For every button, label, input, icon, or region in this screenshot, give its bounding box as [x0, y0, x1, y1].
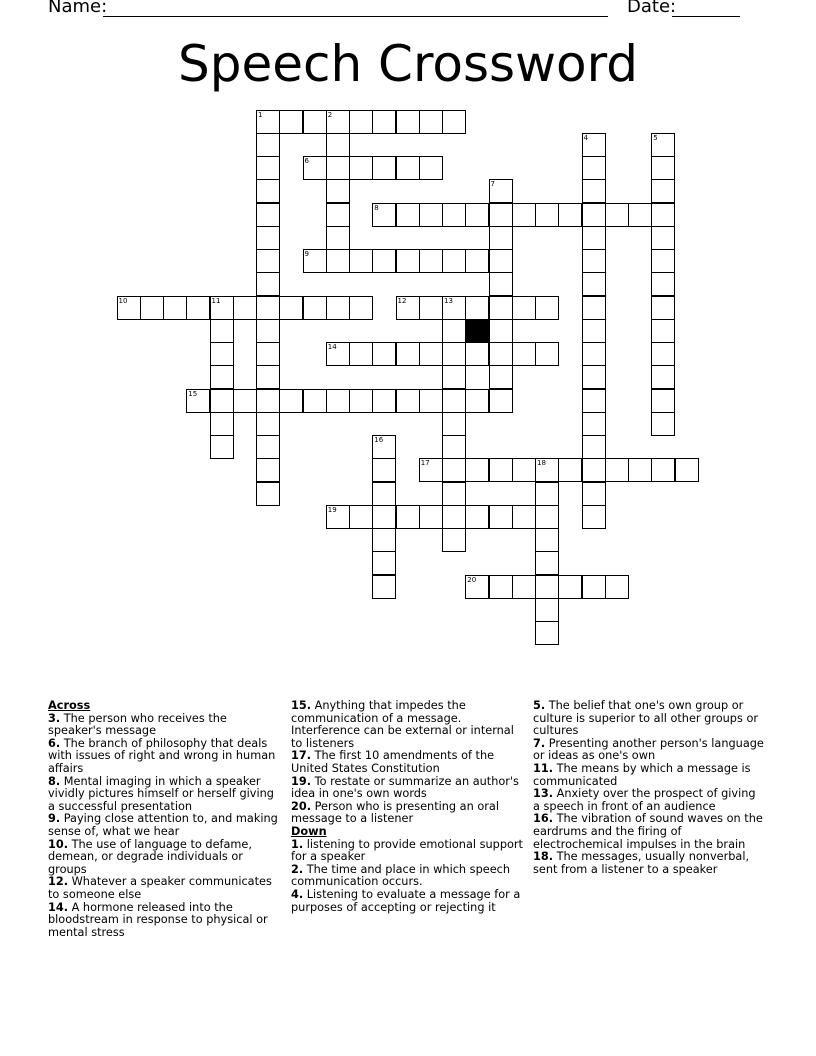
grid-cell[interactable]: [489, 342, 513, 366]
grid-cell[interactable]: [582, 505, 606, 529]
grid-cell[interactable]: [582, 435, 606, 459]
grid-cell[interactable]: [396, 389, 420, 413]
grid-cell[interactable]: [535, 296, 559, 320]
grid-cell[interactable]: [558, 203, 582, 227]
grid-cell[interactable]: [279, 389, 303, 413]
grid-cell[interactable]: [303, 156, 327, 180]
grid-cell[interactable]: [442, 110, 466, 134]
grid-cell[interactable]: [605, 575, 629, 599]
grid-cell[interactable]: [651, 365, 675, 389]
grid-cell[interactable]: [326, 249, 350, 273]
grid-cell[interactable]: [582, 412, 606, 436]
grid-cell[interactable]: [256, 319, 280, 343]
grid-cell[interactable]: [117, 296, 141, 320]
grid-cell[interactable]: [512, 505, 536, 529]
clues-column-3: [533, 700, 765, 876]
grid-cell[interactable]: [582, 133, 606, 157]
grid-cell[interactable]: [349, 296, 373, 320]
grid-cell[interactable]: [372, 575, 396, 599]
grid-cell[interactable]: [465, 342, 489, 366]
clue-across-19: 19. To restate or summarize an author's idea in one's own words: [291, 774, 519, 801]
grid-cell[interactable]: [651, 156, 675, 180]
grid-cell[interactable]: [442, 505, 466, 529]
grid-cell[interactable]: [465, 389, 489, 413]
grid-cell[interactable]: [140, 296, 164, 320]
grid-cell[interactable]: [396, 203, 420, 227]
grid-cell[interactable]: [442, 528, 466, 552]
name-label: Name:: [48, 0, 108, 17]
grid-cell[interactable]: [210, 389, 234, 413]
grid-cell[interactable]: [535, 598, 559, 622]
grid-cell[interactable]: [535, 575, 559, 599]
grid-cell[interactable]: [256, 342, 280, 366]
clue-number: 16: [374, 436, 384, 444]
grid-cell[interactable]: [512, 458, 536, 482]
grid-cell[interactable]: [419, 156, 443, 180]
grid-cell[interactable]: [396, 156, 420, 180]
grid-cell[interactable]: [372, 528, 396, 552]
grid-cell[interactable]: [419, 110, 443, 134]
clue-down-13: 13. Anxiety over the prospect of giving a speech in front of an audience: [533, 787, 756, 813]
grid-cell[interactable]: [210, 296, 234, 320]
grid-cell[interactable]: [489, 389, 513, 413]
grid-cell[interactable]: [558, 575, 582, 599]
grid-cell[interactable]: [489, 179, 513, 203]
grid-cell[interactable]: [256, 389, 280, 413]
grid-cell[interactable]: [349, 505, 373, 529]
grid-cell[interactable]: [442, 389, 466, 413]
grid-cell[interactable]: [535, 203, 559, 227]
grid-cell[interactable]: [326, 179, 350, 203]
clues-column-1: [48, 700, 280, 939]
grid-cell[interactable]: [233, 296, 257, 320]
clue-number: 18: [537, 459, 546, 468]
clue-number: 6: [304, 157, 309, 165]
grid-cell[interactable]: [582, 179, 606, 203]
grid-cell[interactable]: [605, 458, 629, 482]
grid-cell[interactable]: [489, 249, 513, 273]
grid-cell[interactable]: [535, 342, 559, 366]
clue-down-7: 7. Presenting another person's language or ideas as one's own: [533, 736, 764, 763]
grid-cell[interactable]: [442, 249, 466, 273]
grid-cell[interactable]: [651, 203, 675, 227]
clue-down-11: 11. The means by which a message is communicated: [533, 761, 751, 788]
clue-number: 17: [420, 459, 430, 468]
grid-cell[interactable]: [256, 482, 280, 506]
clue-number: 11: [211, 296, 221, 305]
grid-cell[interactable]: [651, 342, 675, 366]
clue-across-20: 20. Person who is presenting an oral message to a listener: [291, 799, 499, 826]
clues-column-2: [291, 700, 523, 914]
grid-cell[interactable]: [582, 296, 606, 320]
grid-cell[interactable]: [256, 179, 280, 203]
clue-across-10: 10. The use of language to defame, demean, or degrade individuals or groups: [48, 837, 252, 876]
grid-cell[interactable]: [372, 110, 396, 134]
grid-cell[interactable]: [303, 249, 327, 273]
grid-cell[interactable]: [582, 249, 606, 273]
grid-cell[interactable]: [256, 226, 280, 250]
grid-cell[interactable]: [512, 342, 536, 366]
clue-across-15: 15. Anything that impedes the communication of a message. Interference can be external or internal to listeners: [291, 699, 514, 750]
grid-cell[interactable]: [535, 482, 559, 506]
clue-across-9: 9. Paying close attention to, and making sense of, what we hear: [48, 812, 278, 838]
grid-cell[interactable]: [465, 458, 489, 482]
grid-cell[interactable]: [651, 319, 675, 343]
grid-cell[interactable]: [349, 389, 373, 413]
grid-cell[interactable]: [512, 203, 536, 227]
grid-cell[interactable]: [651, 458, 675, 482]
name-blank-line[interactable]: [103, 0, 608, 17]
grid-cell[interactable]: [419, 389, 443, 413]
grid-cell[interactable]: [396, 296, 420, 320]
clue-number: 19: [327, 505, 337, 514]
grid-cell[interactable]: [396, 505, 420, 529]
grid-cell[interactable]: [651, 296, 675, 320]
grid-cell[interactable]: [651, 179, 675, 203]
grid-cell[interactable]: [396, 110, 420, 134]
clue-across-6: 6. The branch of philosophy that deals with issues of right and wrong in human affairs: [48, 736, 276, 775]
grid-cell[interactable]: [326, 342, 350, 366]
grid-cell[interactable]: [372, 482, 396, 506]
grid-cell[interactable]: [442, 203, 466, 227]
grid-cell[interactable]: [605, 203, 629, 227]
grid-cell[interactable]: [419, 203, 443, 227]
grid-cell[interactable]: [442, 342, 466, 366]
grid-cell[interactable]: [651, 249, 675, 273]
grid-cell[interactable]: [419, 505, 443, 529]
clue-number: 5: [653, 133, 658, 142]
grid-cell[interactable]: [535, 551, 559, 575]
grid-cell[interactable]: [256, 365, 280, 389]
grid-cell[interactable]: [582, 458, 606, 482]
clue-number: 10: [118, 296, 128, 305]
date-blank-line[interactable]: [672, 0, 740, 17]
grid-cell[interactable]: [489, 575, 513, 599]
grid-cell[interactable]: [489, 458, 513, 482]
grid-cell[interactable]: [372, 551, 396, 575]
clue-number: 8: [374, 203, 379, 212]
clue-number: 7: [490, 180, 495, 189]
grid-cell[interactable]: [349, 249, 373, 273]
clue-number: 2: [327, 110, 333, 119]
grid-cell[interactable]: [396, 249, 420, 273]
clue-number: 13: [444, 296, 453, 305]
grid-cell[interactable]: [303, 389, 327, 413]
grid-cell[interactable]: [628, 203, 652, 227]
grid-cell[interactable]: [582, 319, 606, 343]
grid-cell[interactable]: [651, 389, 675, 413]
clue-down-18: 18. The messages, usually nonverbal, sent from a listener to a speaker: [533, 850, 750, 876]
grid-cell[interactable]: [442, 365, 466, 389]
clue-across-14: 14. A hormone released into the bloodstream in response to physical or mental stress: [48, 900, 268, 939]
clue-down-5: 5. The belief that one's own group or culture is superior to all other groups or cultures: [533, 699, 758, 738]
grid-cell[interactable]: [186, 389, 210, 413]
grid-cell[interactable]: [489, 272, 513, 296]
grid-cell[interactable]: [210, 342, 234, 366]
clue-number: 9: [304, 250, 309, 258]
grid-cell[interactable]: [465, 296, 489, 320]
grid-cell[interactable]: [372, 435, 396, 459]
clue-across-8: 8. Mental imaging in which a speaker vividly pictures himself or herself giving a successful presentation: [48, 774, 274, 813]
grid-cell[interactable]: [372, 458, 396, 482]
grid-cell[interactable]: [535, 505, 559, 529]
grid-cell[interactable]: [651, 133, 675, 157]
clue-down-2: 2. The time and place in which speech communication occurs.: [291, 862, 511, 889]
grid-cell[interactable]: [582, 226, 606, 250]
grid-cell[interactable]: [210, 435, 234, 459]
across-heading: Across: [48, 699, 91, 712]
grid-cell[interactable]: [442, 412, 466, 436]
grid-cell[interactable]: [326, 133, 350, 157]
grid-cell[interactable]: [582, 482, 606, 506]
clue-number: 15: [188, 389, 198, 398]
page-title: Speech Crossword: [177, 35, 639, 93]
grid-cell[interactable]: [442, 458, 466, 482]
clue-number: 1: [258, 110, 263, 119]
grid-cell[interactable]: [628, 458, 652, 482]
grid-cell[interactable]: [465, 249, 489, 273]
grid-cell[interactable]: [326, 505, 350, 529]
grid-cell[interactable]: [326, 110, 350, 134]
grid-cell[interactable]: [535, 458, 559, 482]
grid-cell[interactable]: [558, 458, 582, 482]
date-label: Date:: [627, 0, 677, 17]
grid-cell[interactable]: [442, 482, 466, 506]
grid-cell[interactable]: [256, 412, 280, 436]
grid-cell[interactable]: [396, 342, 420, 366]
grid-cell[interactable]: [210, 365, 234, 389]
grid-cell[interactable]: [372, 342, 396, 366]
grid-cell[interactable]: [465, 505, 489, 529]
grid-cell[interactable]: [210, 319, 234, 343]
down-heading: Down: [291, 824, 327, 838]
grid-cell[interactable]: [419, 249, 443, 273]
clue-down-1: 1. listening to provide emotional support for a speaker: [291, 837, 523, 864]
grid-cell[interactable]: [582, 272, 606, 296]
grid-cell[interactable]: [349, 110, 373, 134]
grid-cell[interactable]: [279, 296, 303, 320]
grid-cell[interactable]: [256, 435, 280, 459]
grid-cell[interactable]: [256, 203, 280, 227]
grid-cell[interactable]: [535, 528, 559, 552]
grid-cell[interactable]: [512, 296, 536, 320]
grid-cell[interactable]: [326, 226, 350, 250]
grid-cell[interactable]: [489, 296, 513, 320]
grid-cell[interactable]: [535, 621, 559, 645]
clue-number: 14: [327, 343, 337, 351]
grid-cell[interactable]: [419, 296, 443, 320]
grid-cell[interactable]: [326, 296, 350, 320]
clue-number: 20: [467, 575, 477, 584]
grid-cell[interactable]: [210, 412, 234, 436]
clue-down-4: 4. Listening to evaluate a message for a purposes of accepting or rejecting it: [291, 887, 521, 914]
grid-cell[interactable]: [256, 458, 280, 482]
grid-cell[interactable]: [163, 296, 187, 320]
grid-cell[interactable]: [582, 342, 606, 366]
grid-cell[interactable]: [349, 156, 373, 180]
grid-cell[interactable]: [326, 156, 350, 180]
grid-cell[interactable]: [489, 365, 513, 389]
black-cell: [465, 319, 489, 343]
grid-cell[interactable]: [372, 203, 396, 227]
grid-cell[interactable]: [651, 226, 675, 250]
clue-down-16: 16. The vibration of sound waves on the eardrums and the firing of electrochemical impulses in the brain: [533, 812, 763, 851]
grid-cell[interactable]: [442, 296, 466, 320]
grid-cell[interactable]: [489, 226, 513, 250]
clue-across-3: 3. The person who receives the speaker's message: [48, 711, 227, 738]
grid-cell[interactable]: [442, 319, 466, 343]
grid-cell[interactable]: [512, 575, 536, 599]
grid-cell[interactable]: [326, 203, 350, 227]
grid-cell[interactable]: [256, 110, 280, 134]
grid-cell[interactable]: [256, 133, 280, 157]
grid-cell[interactable]: [372, 249, 396, 273]
grid-cell[interactable]: [651, 412, 675, 436]
grid-cell[interactable]: [349, 342, 373, 366]
grid-cell[interactable]: [419, 458, 443, 482]
grid-cell[interactable]: [372, 389, 396, 413]
clue-number: 12: [397, 296, 407, 305]
grid-cell[interactable]: [651, 272, 675, 296]
clue-number: 4: [583, 133, 588, 142]
grid-cell[interactable]: [303, 110, 327, 134]
clue-across-17: 17. The first 10 amendments of the United States Constitution: [291, 749, 495, 775]
grid-cell[interactable]: [372, 505, 396, 529]
grid-cell[interactable]: [326, 389, 350, 413]
grid-cell[interactable]: [489, 319, 513, 343]
grid-cell[interactable]: [279, 110, 303, 134]
clue-across-12: 12. Whatever a speaker communicates to someone else: [48, 875, 272, 901]
grid-cell[interactable]: [442, 435, 466, 459]
grid-cell[interactable]: [186, 296, 210, 320]
grid-cell[interactable]: [489, 203, 513, 227]
grid-cell[interactable]: [582, 365, 606, 389]
grid-cell[interactable]: [582, 203, 606, 227]
grid-cell[interactable]: [419, 342, 443, 366]
grid-cell[interactable]: [675, 458, 699, 482]
grid-cell[interactable]: [465, 203, 489, 227]
grid-cell[interactable]: [303, 296, 327, 320]
grid-cell[interactable]: [582, 156, 606, 180]
grid-cell[interactable]: [372, 156, 396, 180]
grid-cell[interactable]: [582, 389, 606, 413]
grid-cell[interactable]: [465, 575, 489, 599]
grid-cell[interactable]: [582, 575, 606, 599]
grid-cell[interactable]: [256, 296, 280, 320]
grid-cell[interactable]: [233, 389, 257, 413]
grid-cell[interactable]: [256, 249, 280, 273]
grid-cell[interactable]: [256, 272, 280, 296]
grid-cell[interactable]: [256, 156, 280, 180]
grid-cell[interactable]: [489, 505, 513, 529]
